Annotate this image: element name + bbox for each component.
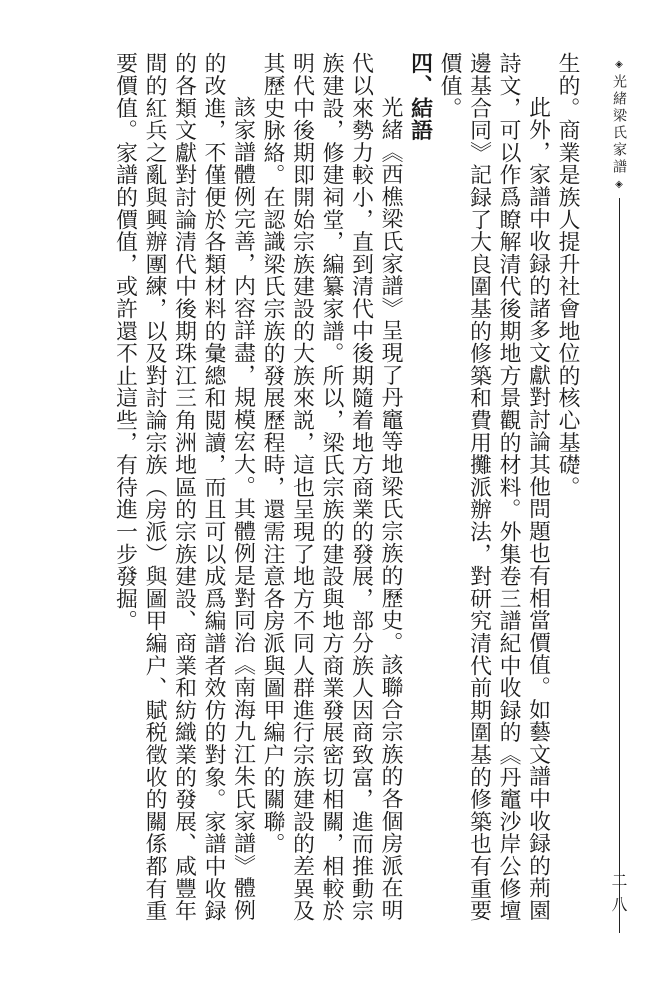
- paragraph-4: 該家譜體例完善，内容詳盡，規模宏大。其體例是對同治《南海九江朱氏家譜》體例的改進，不僅便於各類材料的彙總和閲讀，而且可以成爲編譜者效仿的對象。家譜中收録的各類文獻對討論清代中後期珠江三角洲地區的宗族建設、商業和紡織業的發展、咸豐年間的紅兵之亂與興辦團練，以及對討論宗族（房派）與圖甲編户、賦税徵收的關係都有重要價值。家譜的價值，或許還不止這些，有待進一步發掘。: [112, 52, 256, 922]
- body-text: [112, 52, 582, 932]
- header-rule: [619, 198, 620, 933]
- paragraph-3: 光緒《西樵梁氏家譜》呈現了丹竈等地梁氏宗族的歷史。該聯合宗族的各個房派在明代以來勢力較小，直到清代中後期隨着地方商業的發展，部分族人因商致富，進而推動宗族建設，修建祠堂，編纂家譜。所以，梁氏宗族的建設與地方商業發展密切相關，相較於明代中後期即開始宗族建設的大族來説，這也呈現了地方不同人群進行宗族建設的差異及其歷史脉絡。在認識梁氏宗族的發展歷程時，還需注意各房派與圖甲編户的關聯。: [260, 52, 403, 922]
- ornament-top-icon: ◈: [615, 59, 623, 70]
- ornament-bottom-icon: ◈: [615, 179, 623, 190]
- page-number: 二八: [609, 872, 628, 920]
- running-header: [612, 58, 626, 933]
- running-header-title: 光緒梁氏家譜: [611, 74, 627, 176]
- section-title: 四、結語: [407, 52, 433, 142]
- paragraph-2: 此外，家譜中收録的諸多文獻對討論其他問題也有相當價值。如藝文譜中收録的荊園詩文，可以作爲瞭解清代後期地方景觀的材料。外集卷三譜紀中收録的《丹竈沙岸公修壇邊基合同》記録了大良圍基的修築和費用攤派辦法，對研究清代前期圍基的修築也有重要價值。: [437, 52, 551, 922]
- paragraph-1: 生的。商業是族人提升社會地位的核心基礎。: [555, 52, 580, 498]
